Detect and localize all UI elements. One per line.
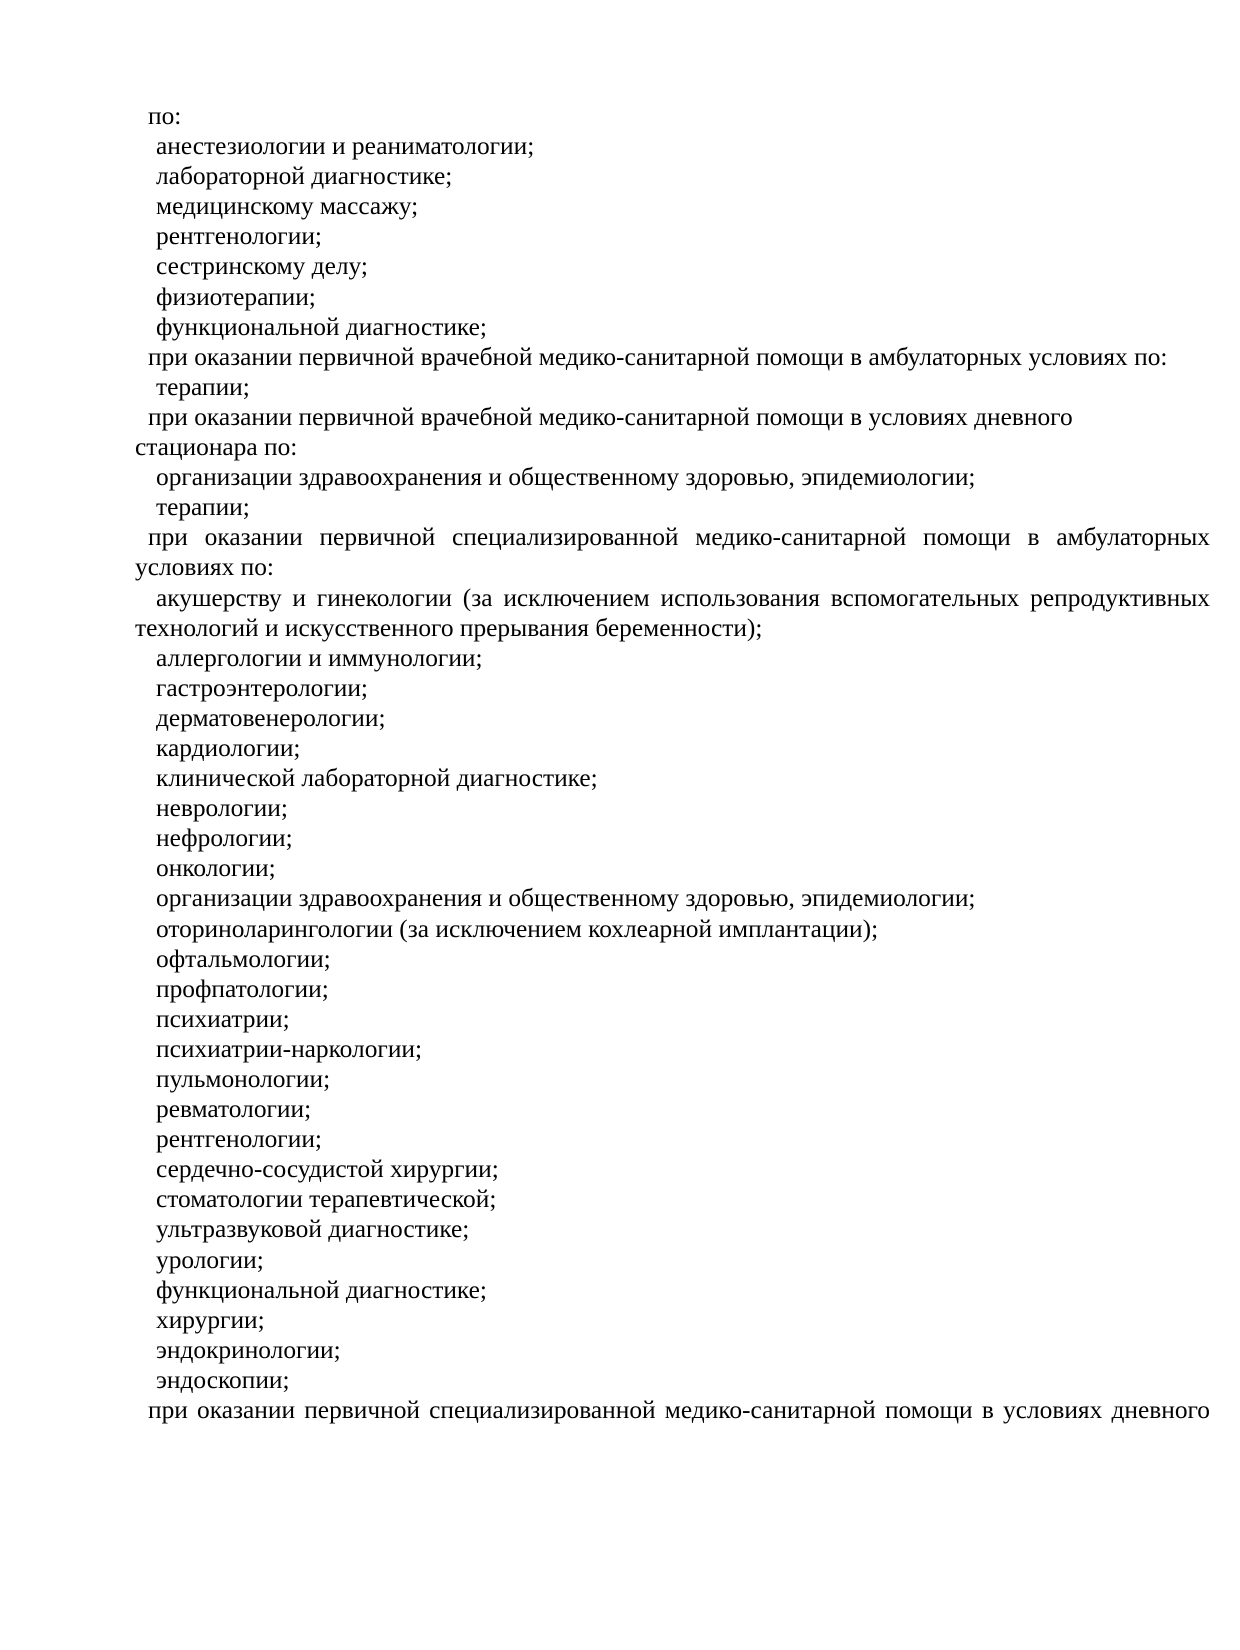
document-line: при оказании первичной врачебной медико-санитарной помощи в условиях дневного bbox=[148, 402, 1073, 431]
document-line: профпатологии; bbox=[156, 974, 329, 1003]
document-line: пульмонологии; bbox=[156, 1065, 331, 1093]
document-line: стоматологии терапевтической; bbox=[156, 1185, 497, 1214]
document-line: аллергологии и иммунологии; bbox=[156, 643, 483, 672]
document-line: клинической лабораторной диагностике; bbox=[156, 764, 598, 793]
document-line: функциональной диагностике; bbox=[156, 312, 487, 341]
document-line: сестринскому делу; bbox=[156, 252, 368, 281]
document-line: нефрологии; bbox=[156, 824, 293, 853]
document-line: сердечно-сосудистой хирургии; bbox=[156, 1155, 499, 1184]
document-line: рентгенологии; bbox=[156, 1125, 322, 1154]
document-line: офтальмологии; bbox=[156, 944, 331, 973]
document-line: медицинскому массажу; bbox=[156, 192, 419, 221]
document-line: психиатрии; bbox=[156, 1004, 290, 1033]
document-line: урологии; bbox=[156, 1245, 264, 1274]
document-line: эндокринологии; bbox=[156, 1335, 341, 1364]
document-line: кардиологии; bbox=[156, 733, 301, 762]
document-line: дерматовенерологии; bbox=[156, 703, 386, 732]
document-line: неврологии; bbox=[156, 794, 288, 823]
document-line: рентгенологии; bbox=[156, 222, 322, 251]
document-line: стационара по: bbox=[135, 433, 298, 462]
document-line: онкологии; bbox=[156, 854, 276, 883]
document-line: ультразвуковой диагностике; bbox=[156, 1215, 470, 1244]
document-line: анестезиологии и реаниматологии; bbox=[156, 132, 535, 161]
document-line: технологий и искусственного прерывания беременности); bbox=[135, 613, 763, 642]
document-line: при оказании первичной специализированной медико-санитарной помощи в амбулаторных bbox=[148, 523, 1210, 552]
document-line: терапии; bbox=[156, 372, 250, 401]
document-text-block bbox=[135, 101, 1220, 1425]
document-line: акушерству и гинекологии (за исключением использования вспомогательных репродуктивных bbox=[156, 583, 1210, 612]
document-line: хирургии; bbox=[156, 1305, 265, 1334]
document-line: функциональной диагностике; bbox=[156, 1275, 487, 1304]
document-line: терапии; bbox=[156, 493, 250, 522]
document-line: физиотерапии; bbox=[156, 282, 316, 311]
document-line: при оказании первичной специализированной медико-санитарной помощи в условиях дневного bbox=[148, 1396, 1210, 1425]
document-line: организации здравоохранения и общественному здоровью, эпидемиологии; bbox=[156, 463, 976, 492]
document-line: лабораторной диагностике; bbox=[156, 162, 453, 191]
document-line: оториноларингологии (за исключением кохлеарной имплантации); bbox=[156, 914, 879, 943]
document-line: по: bbox=[148, 102, 182, 130]
document-line: психиатрии-наркологии; bbox=[156, 1034, 423, 1063]
document-line: гастроэнтерологии; bbox=[156, 673, 368, 702]
document-line: условиях по: bbox=[135, 553, 274, 582]
document-line: эндоскопии; bbox=[156, 1365, 290, 1394]
document-line: организации здравоохранения и общественному здоровью, эпидемиологии; bbox=[156, 884, 976, 913]
document-line: ревматологии; bbox=[156, 1095, 312, 1124]
document-line: при оказании первичной врачебной медико-санитарной помощи в амбулаторных условиях по: bbox=[148, 342, 1168, 371]
